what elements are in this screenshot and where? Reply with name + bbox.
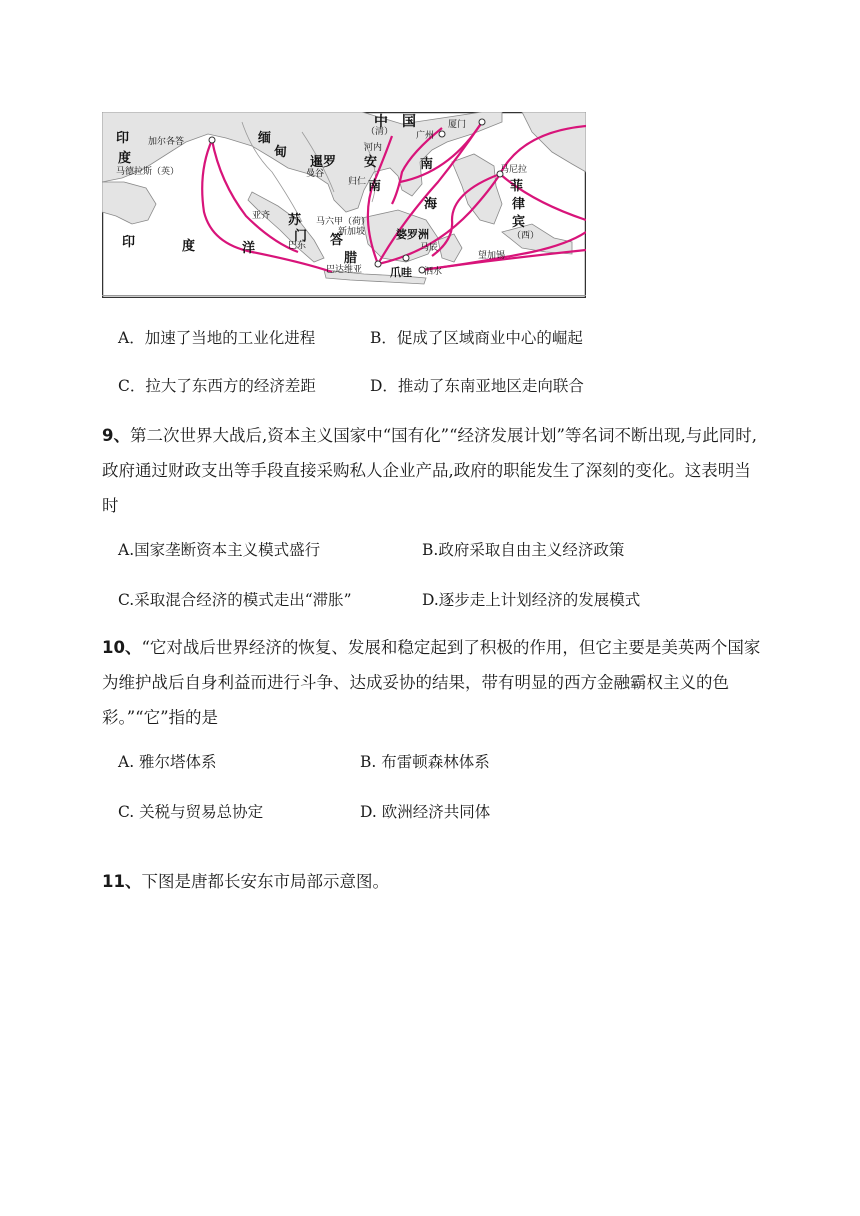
map-label-phil-3: 宾 bbox=[512, 215, 526, 230]
q9-option-d[interactable]: D.逐步走上计划经济的发展模式 bbox=[422, 591, 641, 609]
map-label-calcutta: 加尔各答 bbox=[148, 137, 185, 147]
map-label-borneo: 婆罗洲 bbox=[396, 228, 429, 241]
question-10 bbox=[102, 630, 762, 735]
map-label-india-1: 印 bbox=[116, 131, 130, 146]
figure-divider bbox=[102, 295, 586, 296]
map-label-palembang: 巴东 bbox=[288, 241, 307, 251]
question-11-text: 下图是唐都长安东市局部示意图。 bbox=[141, 872, 389, 891]
question-11 bbox=[102, 864, 762, 899]
question-9-text: 第二次世界大战后,资本主义国家中“国有化”“经济发展计划”等名词不断出现,与此同时,政府通过财政支出等手段直接采购私人企业产品,政府的职能发生了深刻的变化。这表明当时 bbox=[102, 426, 757, 515]
map-label-sumatra-1: 苏 bbox=[288, 213, 302, 228]
q10-option-d[interactable]: D. 欧洲经济共同体 bbox=[360, 803, 491, 821]
map-label-sea: 海 bbox=[424, 197, 438, 212]
map-label-madras: 马德拉斯（英） bbox=[116, 167, 180, 177]
question-9 bbox=[102, 418, 762, 523]
map-label-burma-1: 缅 bbox=[258, 131, 272, 146]
map-label-annam-2: 南 bbox=[368, 179, 382, 194]
map-label-manila: 马尼拉 bbox=[500, 165, 528, 175]
map-label-burma-2: 甸 bbox=[274, 145, 288, 160]
question-9-number: 9、 bbox=[102, 426, 130, 445]
question-10-number: 10、 bbox=[102, 638, 142, 657]
map-label-phil-1: 菲 bbox=[510, 179, 524, 194]
q9-option-c[interactable]: C.采取混合经济的模式走出“滞胀” bbox=[118, 591, 352, 609]
q10-option-a[interactable]: A. 雅尔塔体系 bbox=[118, 753, 217, 771]
q8-option-d[interactable]: D．推动了东南亚地区走向联合 bbox=[370, 377, 584, 395]
map-label-india-2: 度 bbox=[118, 151, 132, 166]
question-11-number: 11、 bbox=[102, 872, 142, 891]
q8-option-b[interactable]: B．促成了区域商业中心的崛起 bbox=[370, 329, 583, 347]
map-label-aceh: 亚齐 bbox=[252, 211, 271, 221]
q8-option-c[interactable]: C．拉大了东西方的经济差距 bbox=[118, 377, 316, 395]
map-label-phil-2: 律 bbox=[512, 197, 526, 212]
q9-option-a[interactable]: A.国家垄断资本主义模式盛行 bbox=[118, 541, 321, 559]
map-label-south: 南 bbox=[420, 157, 434, 172]
map-label-makassar: 马辰 bbox=[420, 243, 439, 253]
question-10-text: “它对战后世界经济的恢复、发展和稳定起到了积极的作用，但它主要是美英两个国家为维护战后自身利益而进行斗争、达成妥协的结果，带有明显的西方金融霸权主义的色彩。”“它”指的是 bbox=[102, 638, 761, 727]
southeast-asia-trade-map bbox=[102, 112, 586, 298]
map-label-xiamen: 厦门 bbox=[448, 120, 467, 130]
map-svg bbox=[102, 112, 586, 298]
map-label-batavia: 巴达维亚 bbox=[326, 265, 363, 275]
map-label-siam: 暹罗 bbox=[310, 155, 337, 170]
map-label-surabaya: 泗水 bbox=[424, 267, 443, 277]
map-label-java: 爪哇 bbox=[390, 266, 412, 279]
map-label-ocean-3: 洋 bbox=[242, 241, 256, 256]
map-label-qing: （清） bbox=[366, 127, 394, 137]
map-label-singapore: 新加坡 bbox=[338, 227, 366, 237]
map-label-china-2: 国 bbox=[402, 114, 416, 130]
map-label-guangzhou: 广州 bbox=[416, 131, 435, 141]
map-label-phil-4: （西） bbox=[512, 231, 540, 241]
map-label-ocean-2: 度 bbox=[182, 239, 196, 254]
map-label-annam-1: 安 bbox=[364, 155, 378, 170]
map-label-bangkok: 曼谷 bbox=[306, 169, 325, 179]
q10-option-c[interactable]: C. 关税与贸易总协定 bbox=[118, 803, 264, 821]
q8-option-a[interactable]: A．加速了当地的工业化进程 bbox=[118, 329, 316, 347]
map-label-malacca: 马六甲（荷） bbox=[316, 217, 371, 227]
q10-option-b[interactable]: B. 布雷顿森林体系 bbox=[360, 753, 490, 771]
q9-option-b[interactable]: B.政府采取自由主义经济政策 bbox=[422, 541, 625, 559]
map-label-ocean-1: 印 bbox=[122, 235, 136, 250]
map-label-sumatra-2: 门 bbox=[294, 229, 308, 244]
map-label-china-1: 中 bbox=[374, 114, 388, 130]
map-label-hanoi: 河内 bbox=[364, 143, 383, 153]
map-label-sumatra-3: 答 bbox=[330, 233, 344, 248]
map-label-guiren: 归仁 bbox=[348, 177, 367, 187]
map-label-sumatra-4: 腊 bbox=[344, 251, 358, 266]
map-label-ambon: 望加锡 bbox=[478, 251, 506, 261]
